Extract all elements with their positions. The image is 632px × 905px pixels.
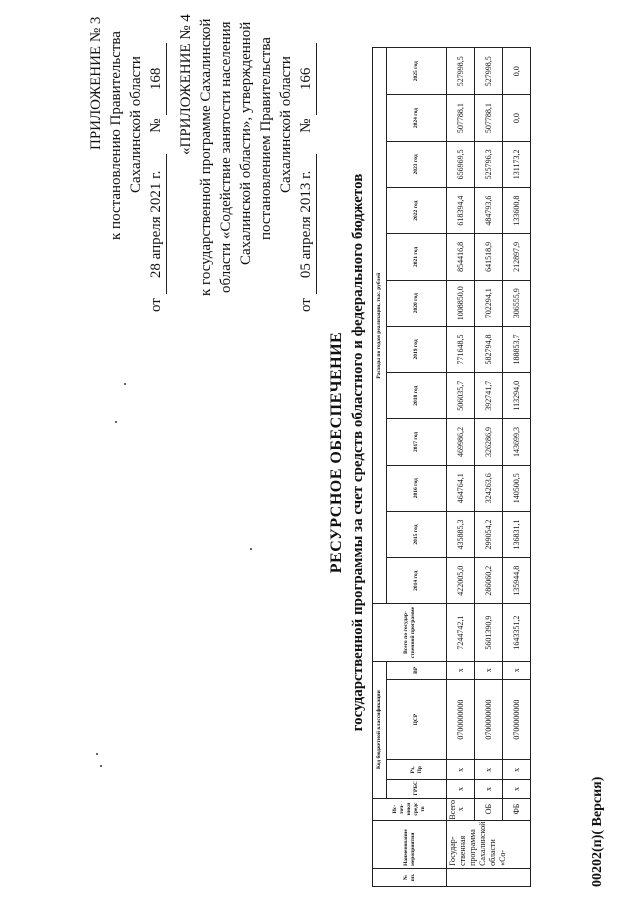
cell-year: 306555,9: [503, 280, 531, 326]
cell-source: ОБ: [475, 798, 503, 820]
appendix-3-from: от: [148, 298, 164, 312]
cell-year: 299054,2: [475, 511, 503, 557]
header-rzpr: Рз, Пр: [387, 760, 447, 780]
cell-rzpr: x: [503, 760, 531, 780]
header-kbk-group: Код бюджетной классификации: [373, 661, 387, 798]
cell-year: 143699,3: [503, 419, 531, 465]
header-vr: ВР: [387, 661, 447, 679]
cell-vr: x: [475, 661, 503, 679]
cell-year: 212897,9: [503, 234, 531, 280]
cell-year: 506035,7: [447, 373, 475, 419]
header-number: № пп.: [373, 868, 447, 886]
cell-year: 484793,6: [475, 188, 503, 234]
cell-csr: 0700000000: [447, 679, 475, 759]
document-subtitle: государственной программы за счет средств областного и федерального бюджетов: [350, 173, 366, 732]
table-row-fb: [503, 48, 531, 887]
cell-year: 136831,1: [503, 511, 531, 557]
table-row-total: [447, 48, 475, 887]
header-year: 2021 год: [387, 234, 447, 280]
document-footer-code: 00202(п)( Версия): [590, 776, 605, 887]
header-year: 2025 год: [387, 48, 447, 95]
cell-grbs: x: [447, 780, 475, 798]
cell-csr: 0700000000: [475, 679, 503, 759]
header-year: 2023 год: [387, 141, 447, 187]
appendix-3-line2: Сахалинской области: [128, 56, 144, 193]
cell-year: 527998,5: [475, 48, 503, 95]
cell-year: 286060,2: [475, 558, 503, 604]
cell-year: 618394,4: [447, 188, 475, 234]
cell-total: 5601390,9: [475, 604, 503, 661]
appendix-4-number: 166: [296, 43, 317, 115]
header-year: 2019 год: [387, 326, 447, 372]
cell-year: 324263,6: [475, 465, 503, 511]
header-grbs: ГРБС: [387, 780, 447, 798]
table-row-ob: [475, 48, 503, 887]
cell-year: 525796,3: [475, 141, 503, 187]
scan-speck: [100, 765, 102, 767]
cell-vr: x: [447, 661, 475, 679]
cell-year: 582794,8: [475, 326, 503, 372]
cell-year: 422005,0: [447, 558, 475, 604]
cell-year: 641518,9: [475, 234, 503, 280]
cell-year: 469986,2: [447, 419, 475, 465]
cell-year: 188853,7: [503, 326, 531, 372]
cell-total: 7244742,1: [447, 604, 475, 661]
cell-year: 507788,1: [447, 95, 475, 141]
row-label-total: Всего: [448, 800, 457, 820]
header-source: Ис- точ- ники средс тв: [373, 798, 447, 820]
scan-speck: [96, 753, 98, 755]
cell-year: 1008850,0: [447, 280, 475, 326]
cell-year: 131173,2: [503, 141, 531, 187]
cell-year: 656969,5: [447, 141, 475, 187]
appendix-4-date-line: [296, 43, 317, 312]
cell-source: x: [447, 798, 475, 820]
cell-year: 0,0: [503, 48, 531, 95]
appendix-4-line4: постановлением Правительства: [258, 37, 274, 240]
cell-csr: 0700000000: [503, 679, 531, 759]
scan-speck: [115, 421, 117, 423]
cell-rzpr: x: [447, 760, 475, 780]
cell-source: ФБ: [503, 798, 531, 820]
appendix-3-no: №: [148, 118, 164, 133]
document-title: РЕСУРСНОЕ ОБЕСПЕЧЕНИЕ: [328, 331, 345, 574]
appendix-3-number: 168: [146, 43, 167, 115]
cell-year: 464764,1: [447, 465, 475, 511]
header-year: 2020 год: [387, 280, 447, 326]
header-year: 2018 год: [387, 373, 447, 419]
cell-year: 140500,5: [503, 465, 531, 511]
appendix-4-no: №: [298, 118, 314, 133]
cell-year: 854416,8: [447, 234, 475, 280]
header-year: 2024 год: [387, 95, 447, 141]
cell-year: 527998,5: [447, 48, 475, 95]
header-name: Наименование мероприятия: [373, 820, 447, 868]
cell-rzpr: x: [475, 760, 503, 780]
appendix-3-date-line: [146, 43, 167, 312]
cell-year: 702294,1: [475, 280, 503, 326]
appendix-4-from: от: [298, 298, 314, 312]
appendix-4-line2: области «Содействие занятости населения: [218, 21, 234, 293]
cell-year: 435885,3: [447, 511, 475, 557]
cell-year: 392741,7: [475, 373, 503, 419]
header-year: 2015 год: [387, 511, 447, 557]
header-total: Всего по государ- ственной программе: [373, 604, 447, 661]
program-name: Государ- ственная программа Сахалинской области «Со-: [448, 821, 507, 866]
cell-vr: x: [503, 661, 531, 679]
resource-table: [372, 47, 531, 887]
cell-year: 113294,0: [503, 373, 531, 419]
appendix-3-date: 28 апреля 2021 г.: [146, 154, 167, 294]
cell-grbs: x: [503, 780, 531, 798]
cell-year: 771648,5: [447, 326, 475, 372]
scan-speck: [250, 548, 252, 550]
header-csr: ЦСР: [387, 679, 447, 759]
header-year: 2014 год: [387, 558, 447, 604]
appendix-4-title: «ПРИЛОЖЕНИЕ № 4: [178, 14, 194, 155]
appendix-4-line3: Сахалинской области», утвержденной: [238, 21, 254, 265]
cell-year: 326286,9: [475, 419, 503, 465]
header-year: 2016 год: [387, 465, 447, 511]
header-year: 2017 год: [387, 419, 447, 465]
cell-grbs: x: [475, 780, 503, 798]
cell-year: 135944,8: [503, 558, 531, 604]
scan-speck: [124, 383, 126, 385]
appendix-3-line1: к постановлению Правительства: [108, 31, 124, 240]
cell-total: 1643351,2: [503, 604, 531, 661]
appendix-4-line5: Сахалинской области: [278, 56, 294, 193]
header-year: 2022 год: [387, 188, 447, 234]
cell-year: 133600,8: [503, 188, 531, 234]
appendix-4-date: 05 апреля 2013 г.: [296, 154, 317, 294]
appendix-4-line1: к государственной программе Сахалинской: [198, 18, 214, 296]
cell-year: 507788,1: [475, 95, 503, 141]
cell-year: 0,0: [503, 95, 531, 141]
header-years-group: Расходы по годам реализации, тыс. рублей: [373, 48, 387, 604]
row-number-cell: [447, 868, 531, 886]
appendix-3-title: ПРИЛОЖЕНИЕ № 3: [88, 16, 104, 150]
